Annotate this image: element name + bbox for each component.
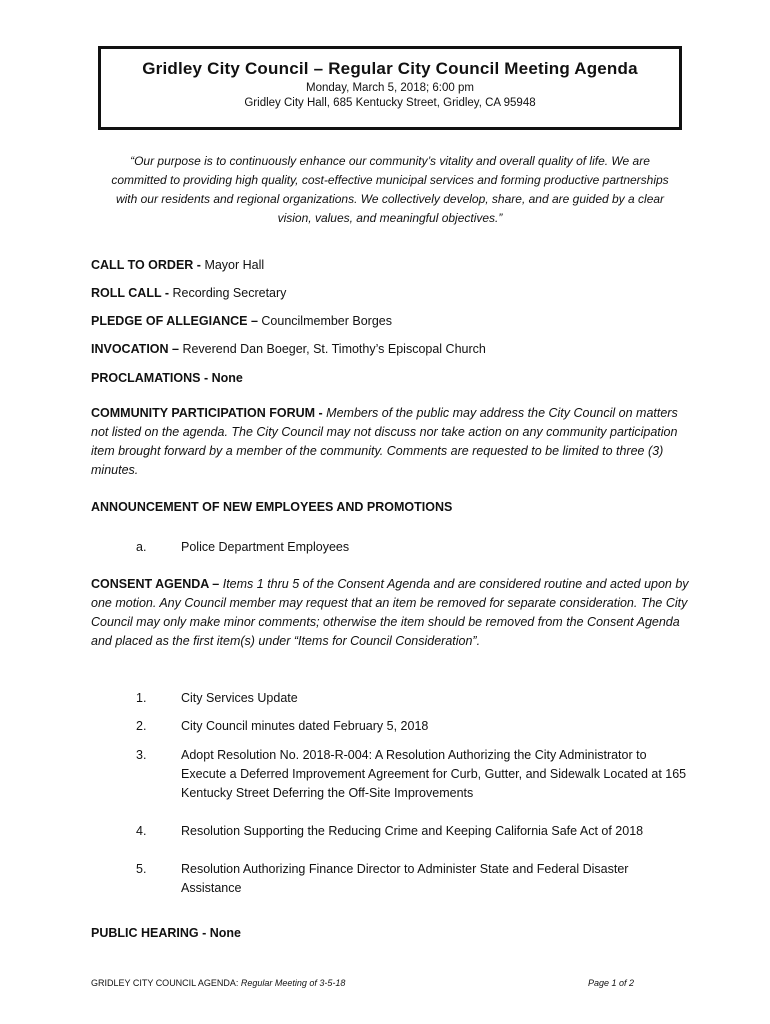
item-number: 2. <box>136 719 147 733</box>
community-forum <box>91 404 691 480</box>
forum-text: Members of the public may address the City Council on matters not listed on the agenda. The City Council may not discuss nor take action on any community participation item brought forward by a member of the community. Comments are requested to be limited to three (3) minutes. <box>91 406 678 477</box>
invocation <box>91 342 486 356</box>
public-hearing: PUBLIC HEARING - None <box>91 926 241 940</box>
roll-call-label: ROLL CALL - <box>91 286 173 300</box>
item-text: City Services Update <box>181 691 298 705</box>
agenda-title: Gridley City Council – Regular City Council Meeting Agenda <box>142 59 638 78</box>
forum-label: COMMUNITY PARTICIPATION FORUM - <box>91 406 327 420</box>
item-text: Resolution Authorizing Finance Director to Administer State and Federal Disaster Assistance <box>181 862 629 895</box>
agenda-header <box>98 46 682 130</box>
consent-label: CONSENT AGENDA – <box>91 577 223 591</box>
call-to-order <box>91 258 264 272</box>
pledge-label: PLEDGE OF ALLEGIANCE – <box>91 314 262 328</box>
item-number: 4. <box>136 824 147 838</box>
consent-text: Items 1 thru 5 of the Consent Agenda and are considered routine and acted upon by one motion. Any Council member may request that an item be removed for separate consideration. The City Council may only make minor comments; otherwise the item should be removed from the Consent Agenda and placed as the first item(s) under “Items for Council Consideration”. <box>91 577 689 648</box>
item-text: Adopt Resolution No. 2018-R-004: A Resolution Authorizing the City Administrator to Execute a Deferred Improvement Agreement for Curb, Gutter, and Sidewalk Located at 165 Kentucky Street Deferring the Off-Site Improvements <box>181 748 687 800</box>
footer-agenda-label <box>91 978 345 988</box>
roll-call <box>91 286 286 300</box>
meeting-date: Monday, March 5, 2018; 6:00 pm <box>306 82 474 94</box>
proclamations: PROCLAMATIONS - None <box>91 371 243 385</box>
consent-agenda <box>91 575 691 651</box>
item-text: Resolution Supporting the Reducing Crime and Keeping California Safe Act of 2018 <box>181 824 644 838</box>
item-number: 3. <box>136 748 147 762</box>
item-number: a. <box>136 540 147 554</box>
invocation-label: INVOCATION – <box>91 342 183 356</box>
mission-statement: “Our purpose is to continuously enhance our community’s vitality and overall quality of life. We are committed to providing high quality, cost-effective municipal services and forming productive partnerships with our residents and regional organizations. We collectively develop, share, and are guided by a clear vision, values, and meaningful objectives.” <box>111 154 669 225</box>
footer-meeting: Regular Meeting of 3-5-18 <box>240 978 346 988</box>
item-text: City Council minutes dated February 5, 2018 <box>181 719 429 733</box>
roll-call-value: Recording Secretary <box>172 286 287 300</box>
footer-label: GRIDLEY CITY COUNCIL AGENDA: <box>91 978 241 988</box>
item-number: 5. <box>136 862 147 876</box>
announcement-heading: ANNOUNCEMENT OF NEW EMPLOYEES AND PROMOTIONS <box>91 500 453 514</box>
invocation-value: Reverend Dan Boeger, St. Timothy’s Episcopal Church <box>182 342 486 356</box>
pledge <box>91 314 392 328</box>
meeting-location: Gridley City Hall, 685 Kentucky Street, Gridley, CA 95948 <box>244 97 536 109</box>
call-to-order-value: Mayor Hall <box>204 258 265 272</box>
page-number: Page 1 of 2 <box>587 978 634 988</box>
item-number: 1. <box>136 691 147 705</box>
call-to-order-label: CALL TO ORDER - <box>91 258 205 272</box>
pledge-value: Councilmember Borges <box>261 314 392 328</box>
item-text: Police Department Employees <box>181 540 350 554</box>
